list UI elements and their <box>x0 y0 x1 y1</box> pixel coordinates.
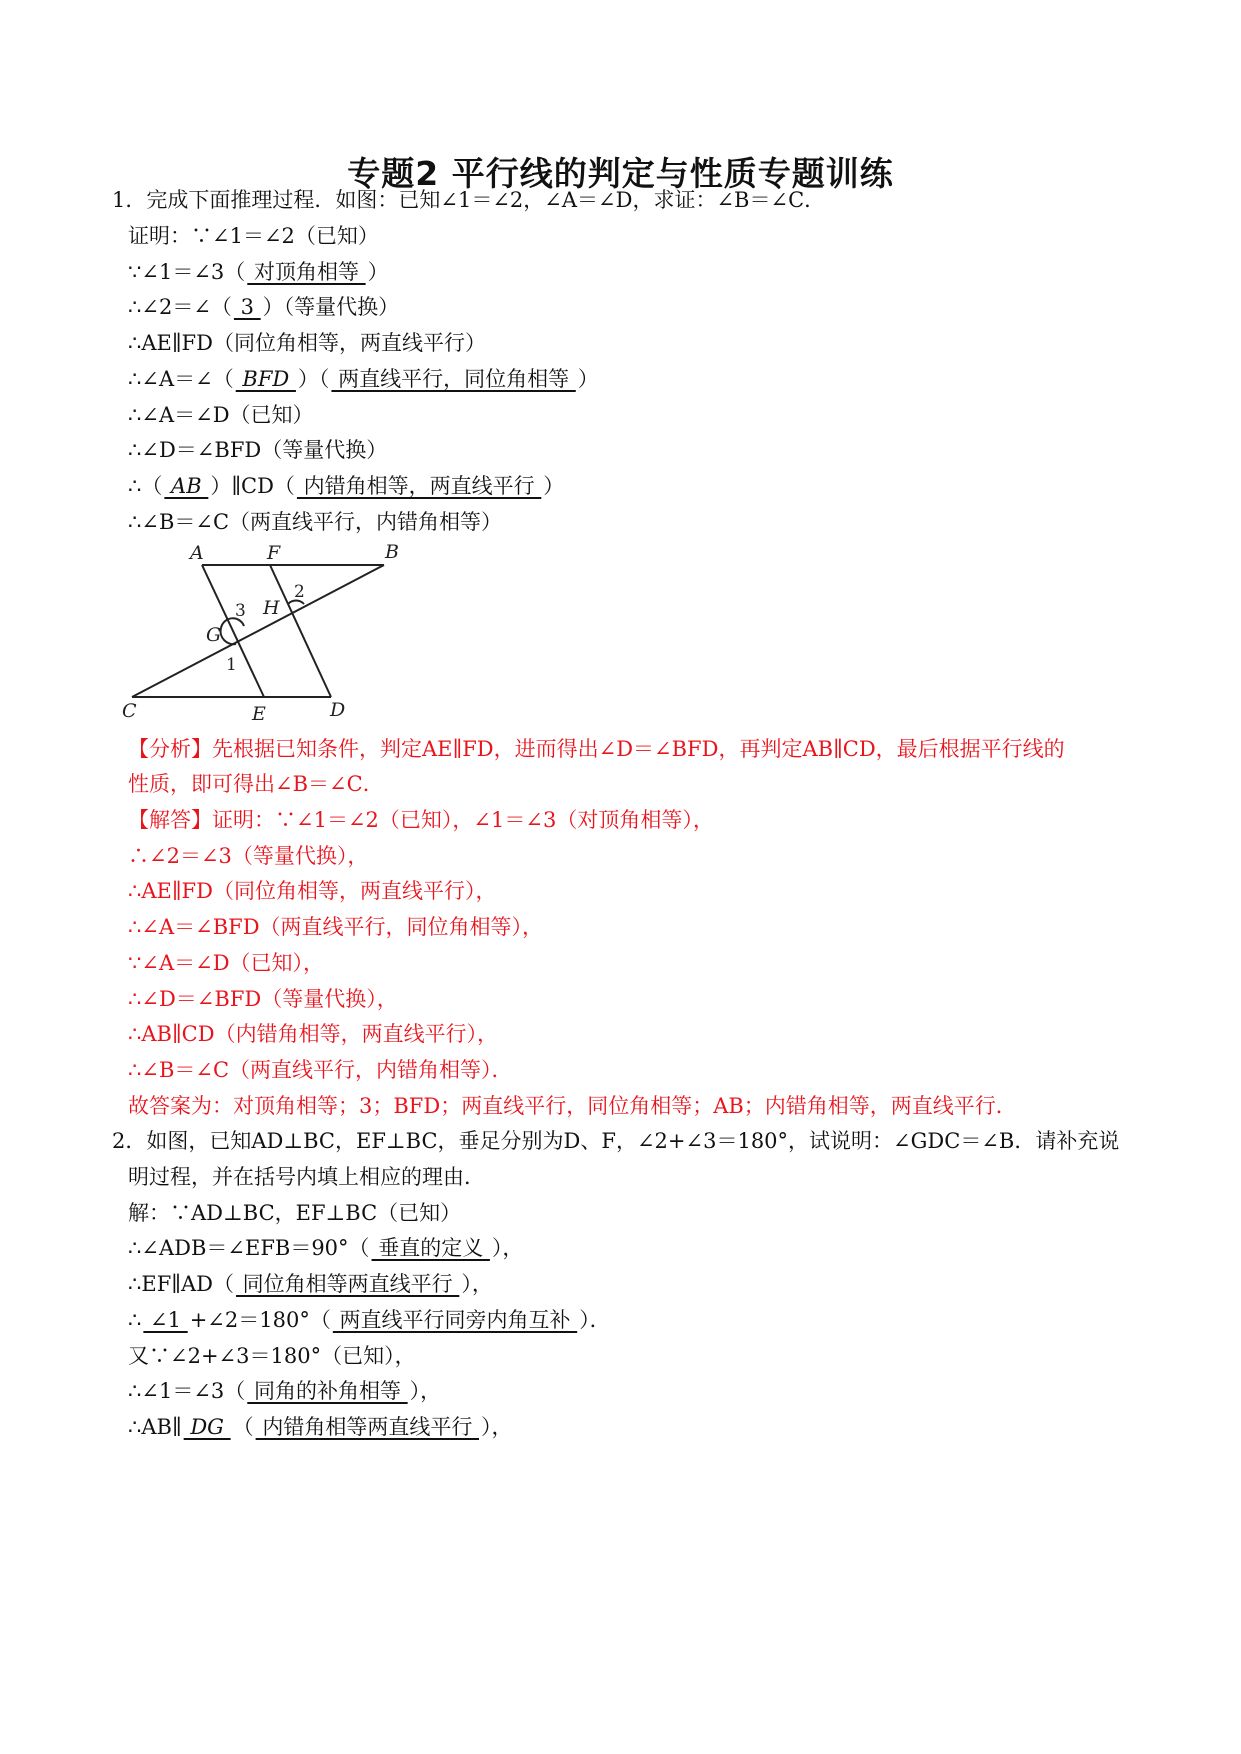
answer-blank: 同位角相等两直线平行 <box>235 1272 460 1296</box>
label-angle-2: 2 <box>294 582 305 602</box>
q1-proof-line <box>128 364 599 394</box>
q2-solution-line <box>128 1269 493 1299</box>
solution-text: ∴∠ADB＝∠EFB＝90°（ <box>128 1236 370 1260</box>
answer-blank: 垂直的定义 <box>371 1236 490 1260</box>
q1-proof-line: 证明：∵∠1＝∠2（已知） <box>128 224 379 248</box>
proof-text: ∴∠A＝∠（ <box>128 367 234 391</box>
label-h: H <box>263 597 280 619</box>
q1-proof-line <box>128 292 399 322</box>
q1-proof-line <box>128 257 389 287</box>
solution-text: +∠2＝180°（ <box>189 1308 331 1332</box>
solution-text: ）， <box>481 1415 513 1439</box>
solution-text: ）， <box>491 1236 524 1260</box>
q1-answer-line: ∴AE∥FD（同位角相等，两直线平行）， <box>128 879 497 903</box>
line-cb <box>132 565 384 697</box>
answer-blank: BFD <box>235 367 296 391</box>
answer-blank: 对顶角相等 <box>247 260 366 284</box>
label-angle-1: 1 <box>226 655 237 675</box>
proof-text: ∵∠1＝∠3（ <box>128 260 246 284</box>
q1-answer-line: 【解答】证明：∵∠1＝∠2（已知），∠1＝∠3（对顶角相等）， <box>128 808 714 832</box>
q1-analysis-line: 【分析】先根据已知条件，判定AE∥FD，进而得出∠D＝∠BFD，再判定AB∥CD，最后根据平行线的 <box>128 737 1065 761</box>
q2-stem-line: 明过程，并在括号内填上相应的理由． <box>128 1165 485 1189</box>
proof-text: ） <box>367 260 389 284</box>
proof-text: ∴（ <box>128 474 163 498</box>
answer-blank: 内错角相等，两直线平行 <box>296 474 542 498</box>
q1-proof-line: ∴∠A＝∠D（已知） <box>128 403 314 427</box>
q1-stem: 1．完成下面推理过程．如图：已知∠1＝∠2，∠A＝∠D，求证：∠B＝∠C． <box>112 188 826 212</box>
proof-text: ） <box>577 367 599 391</box>
label-c: C <box>122 700 137 722</box>
q1-proof-line: ∴AE∥FD（同位角相等，两直线平行） <box>128 331 486 355</box>
q2-solution-line: 又∵∠2+∠3＝180°（已知）， <box>128 1344 416 1368</box>
solution-text: ）． <box>579 1308 611 1332</box>
solution-text: ∴AB∥ <box>128 1415 182 1439</box>
q1-answer-line: ∵∠A＝∠D（已知）， <box>128 951 325 975</box>
solution-text: ∴EF∥AD（ <box>128 1272 234 1296</box>
answer-blank: 3 <box>233 295 261 319</box>
solution-text: ∴∠1＝∠3（ <box>128 1379 246 1403</box>
q1-answer-line: ∴AB∥CD（内错角相等，两直线平行）， <box>128 1022 499 1046</box>
q1-proof-line: ∴∠D＝∠BFD（等量代换） <box>128 438 388 462</box>
q1-answer-line: ∴∠2＝∠3（等量代换）， <box>128 844 369 868</box>
solution-text: （ <box>232 1415 254 1439</box>
q1-proof-line: ∴∠B＝∠C（两直线平行，内错角相等） <box>128 510 503 534</box>
answer-blank: DG <box>183 1415 231 1439</box>
solution-text: ）， <box>409 1379 442 1403</box>
q2-stem-line: 2．如图，已知AD⊥BC，EF⊥BC，垂足分别为D、F，∠2+∠3＝180°，试说明：∠GDC＝∠B．请补充说 <box>112 1129 1120 1153</box>
q2-solution-line <box>128 1233 523 1263</box>
proof-text: ）（等量代换） <box>262 295 400 319</box>
q1-answer-line: ∴∠A＝∠BFD（两直线平行，同位角相等）， <box>128 915 544 939</box>
solution-text: ）， <box>461 1272 493 1296</box>
solution-text: ∴ <box>128 1308 142 1332</box>
label-d: D <box>330 699 346 721</box>
label-a: A <box>190 542 204 564</box>
proof-text: ∴∠2＝∠（ <box>128 295 232 319</box>
q2-solution-line <box>128 1412 513 1442</box>
label-e: E <box>252 703 266 725</box>
label-g: G <box>206 624 222 646</box>
q1-answer-line: ∴∠D＝∠BFD（等量代换）， <box>128 987 398 1011</box>
answer-blank: 两直线平行同旁内角互补 <box>332 1308 578 1332</box>
q2-solution-line: 解：∵AD⊥BC，EF⊥BC（已知） <box>128 1201 462 1225</box>
answer-blank: ∠1 <box>143 1308 188 1332</box>
label-f: F <box>267 542 281 564</box>
proof-text: ）∥CD（ <box>210 474 295 498</box>
answer-blank: AB <box>164 474 209 498</box>
q1-answer-line: 故答案为：对顶角相等；3；BFD；两直线平行，同位角相等；AB；内错角相等，两直线平行． <box>128 1094 1017 1118</box>
label-angle-3: 3 <box>235 601 246 621</box>
q1-analysis-line: 性质，即可得出∠B＝∠C． <box>128 772 384 796</box>
proof-text: ） <box>543 474 565 498</box>
q2-solution-line <box>128 1305 611 1335</box>
q1-answer-line: ∴∠B＝∠C（两直线平行，内错角相等）． <box>128 1058 513 1082</box>
proof-text: ）（ <box>297 367 330 391</box>
answer-blank: 内错角相等两直线平行 <box>255 1415 479 1439</box>
answer-blank: 两直线平行，同位角相等 <box>331 367 576 391</box>
geometry-figure <box>118 540 408 725</box>
answer-blank: 同角的补角相等 <box>247 1379 408 1403</box>
page-title: 专题2 平行线的判定与性质专题训练 <box>347 154 894 193</box>
q1-proof-line <box>128 471 564 501</box>
label-b: B <box>385 541 399 563</box>
q2-solution-line <box>128 1376 441 1406</box>
